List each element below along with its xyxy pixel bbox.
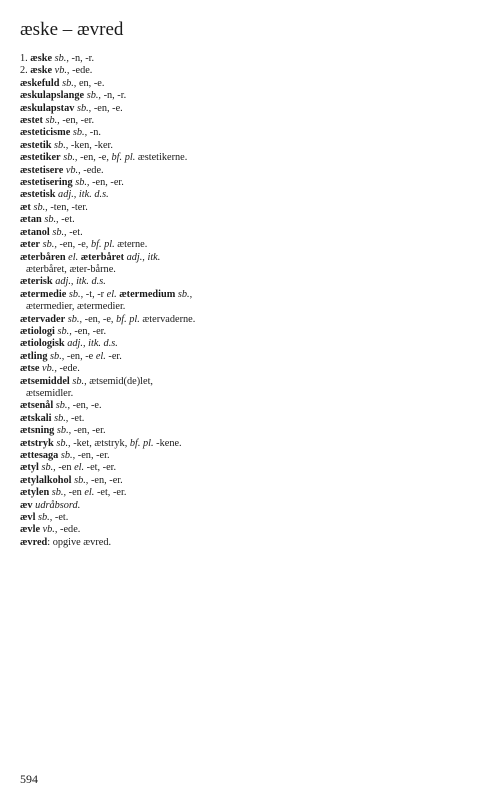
headword: æstetisering bbox=[20, 177, 73, 189]
dictionary-entry bbox=[20, 202, 200, 214]
page-title: æske – ævred bbox=[20, 19, 124, 40]
grammar-note: sb., bbox=[68, 288, 84, 300]
headword: ætylalkohol bbox=[20, 474, 72, 486]
entry-text: -ket, ætstryk, bbox=[70, 437, 130, 449]
headword: ætstryk bbox=[20, 437, 54, 449]
dictionary-entry bbox=[20, 363, 200, 375]
entry-text: -et. bbox=[58, 214, 75, 226]
entry-text: -en, -er. bbox=[59, 115, 95, 127]
grammar-note: sb., bbox=[41, 462, 56, 474]
headword: ætervader bbox=[20, 313, 66, 325]
grammar-note: el. bbox=[84, 487, 95, 499]
grammar-note: bf. pl. bbox=[111, 152, 136, 164]
headword: ætermedium bbox=[119, 288, 176, 300]
grammar-note: sb., bbox=[52, 226, 67, 238]
headword: ætan bbox=[20, 214, 42, 226]
headword: æskulapstav bbox=[20, 102, 75, 114]
dictionary-entry bbox=[20, 400, 200, 412]
grammar-note: sb., bbox=[42, 239, 57, 251]
entry-text: -en, -e, bbox=[82, 313, 117, 325]
headword: æter bbox=[20, 239, 41, 251]
grammar-note: vb., bbox=[42, 363, 57, 375]
grammar-note: sb., bbox=[56, 437, 71, 449]
dictionary-entry bbox=[20, 289, 200, 314]
headword: ætiologi bbox=[20, 325, 55, 337]
grammar-note: vb., bbox=[42, 524, 58, 536]
dictionary-entry bbox=[20, 487, 200, 499]
entry-text: -n. bbox=[87, 127, 101, 139]
page-number: 594 bbox=[20, 772, 38, 786]
entry-text: : opgive ævred. bbox=[47, 536, 112, 548]
headword: æske bbox=[30, 65, 53, 77]
entry-text: -n, -r. bbox=[68, 53, 95, 64]
dictionary-entry bbox=[20, 78, 200, 90]
grammar-note: sb., bbox=[44, 214, 59, 226]
headword: æterbåren bbox=[20, 251, 66, 263]
headword: ævle bbox=[20, 524, 41, 536]
entry-text: ætsemid(de)let, ætsemidler. bbox=[26, 375, 153, 399]
grammar-note: sb., bbox=[56, 425, 72, 437]
entry-text: æstetikerne. bbox=[135, 152, 188, 164]
grammar-note: el. bbox=[95, 350, 106, 362]
entry-text: en, -e. bbox=[76, 77, 105, 89]
entry-text: -en, -er. bbox=[88, 474, 123, 486]
dictionary-entry bbox=[20, 239, 200, 251]
grammar-note: sb., bbox=[63, 152, 78, 164]
headword: ætsning bbox=[20, 425, 55, 437]
entry-text: æterbåret, æter-bårne. bbox=[26, 263, 116, 275]
headword: æterisk bbox=[20, 276, 53, 288]
grammar-note: adj., itk. d.s. bbox=[55, 276, 106, 288]
dictionary-entry bbox=[20, 413, 200, 425]
headword: æstet bbox=[20, 115, 43, 127]
headword: æske bbox=[30, 53, 53, 64]
dictionary-entry bbox=[20, 524, 200, 536]
dictionary-entry bbox=[20, 103, 200, 115]
grammar-note: sb., bbox=[75, 177, 90, 189]
grammar-note: vb., bbox=[54, 65, 70, 77]
entry-text: 1. bbox=[20, 53, 31, 64]
headword: æt bbox=[20, 201, 31, 213]
grammar-note: sb., bbox=[45, 115, 60, 127]
entry-text: -en bbox=[55, 462, 75, 474]
entry-text: -en, -e. bbox=[70, 400, 102, 412]
headword: ætsemiddel bbox=[20, 375, 70, 387]
entry-text: -en, -e. bbox=[91, 102, 123, 114]
entry-text: -ken, -ker. bbox=[68, 139, 113, 151]
grammar-note: sb., bbox=[54, 53, 69, 64]
headword: æskefuld bbox=[20, 77, 60, 89]
entry-text: -et, -er. bbox=[94, 487, 127, 499]
headword: ættesaga bbox=[20, 450, 59, 461]
entry-text: -ede. bbox=[69, 65, 93, 77]
entry-text: -ede. bbox=[80, 164, 104, 176]
headword: æstetisere bbox=[20, 164, 64, 176]
dictionary-entry bbox=[20, 425, 200, 437]
dictionary-entry bbox=[20, 189, 200, 201]
entry-text: -kene. bbox=[153, 437, 182, 449]
grammar-note: el. bbox=[68, 251, 79, 263]
dictionary-entry bbox=[20, 537, 200, 549]
entry-text: -et. bbox=[66, 226, 83, 238]
dictionary-entry bbox=[20, 65, 200, 77]
entry-text: -et, -er. bbox=[84, 462, 117, 474]
entry-text: -en bbox=[66, 487, 85, 499]
grammar-note: sb., bbox=[55, 400, 71, 412]
headword: æsteticisme bbox=[20, 127, 71, 139]
grammar-note: bf. pl. bbox=[90, 239, 115, 251]
headword: ævred bbox=[20, 536, 48, 548]
dictionary-entries bbox=[20, 53, 200, 549]
grammar-note: bf. pl. bbox=[129, 437, 154, 449]
headword: æterbåret bbox=[80, 251, 124, 263]
headword: ætsenål bbox=[20, 400, 54, 412]
dictionary-entry bbox=[20, 351, 200, 363]
headword: ætermedie bbox=[20, 288, 67, 300]
grammar-note: sb., bbox=[51, 487, 67, 499]
headword: ætskali bbox=[20, 412, 52, 424]
headword: æstetisk bbox=[20, 189, 56, 201]
grammar-note: bf. pl. bbox=[116, 313, 140, 325]
headword: ætanol bbox=[20, 226, 50, 238]
grammar-note: udråbsord. bbox=[35, 499, 81, 511]
dictionary-entry bbox=[20, 252, 200, 277]
dictionary-entry bbox=[20, 227, 200, 239]
dictionary-entry bbox=[20, 475, 200, 487]
dictionary-entry bbox=[20, 140, 200, 152]
headword: æv bbox=[20, 499, 33, 511]
dictionary-entry bbox=[20, 438, 200, 450]
grammar-note: sb., bbox=[38, 512, 53, 524]
dictionary-entry bbox=[20, 152, 200, 164]
entry-text: -en, -e, bbox=[56, 239, 91, 251]
grammar-note: sb., bbox=[86, 90, 101, 102]
entry-text: -en, -er. bbox=[71, 325, 107, 337]
dictionary-entry bbox=[20, 500, 200, 512]
grammar-note: sb., bbox=[60, 450, 76, 461]
entry-text: ætervaderne. bbox=[139, 313, 196, 325]
entry-text: -en, -er. bbox=[71, 425, 106, 437]
dictionary-entry bbox=[20, 314, 200, 326]
dictionary-entry bbox=[20, 214, 200, 226]
entry-text: -en, -er. bbox=[75, 450, 110, 461]
grammar-note: adj., itk. d.s. bbox=[67, 338, 118, 350]
grammar-note: sb., bbox=[74, 474, 89, 486]
entry-text: -et. bbox=[68, 412, 85, 424]
dictionary-entry bbox=[20, 90, 200, 102]
grammar-note: adj., itk. d.s. bbox=[58, 189, 109, 201]
entry-text: -ten, -ter. bbox=[47, 201, 88, 213]
grammar-note: sb., bbox=[50, 350, 65, 362]
grammar-note: sb., bbox=[72, 375, 87, 387]
dictionary-entry bbox=[20, 53, 200, 65]
entry-text: æterne. bbox=[114, 239, 148, 251]
entry-text: -ede. bbox=[56, 363, 80, 375]
entry-text: 2. bbox=[20, 65, 31, 77]
dictionary-entry bbox=[20, 376, 200, 401]
headword: ævl bbox=[20, 512, 36, 524]
grammar-note: sb., bbox=[72, 127, 88, 139]
dictionary-entry bbox=[20, 462, 200, 474]
entry-text: -er. bbox=[105, 350, 122, 362]
grammar-note: el. bbox=[106, 288, 117, 300]
entry-text: -n, -r. bbox=[101, 90, 127, 102]
dictionary-entry bbox=[20, 115, 200, 127]
grammar-note: sb., bbox=[67, 313, 83, 325]
entry-text: -et. bbox=[52, 512, 69, 524]
entry-text: -ede. bbox=[57, 524, 81, 536]
headword: æstetiker bbox=[20, 152, 61, 164]
entry-text: -t, -r bbox=[83, 288, 107, 300]
grammar-note: sb., bbox=[62, 77, 77, 89]
dictionary-entry bbox=[20, 450, 200, 462]
headword: æstetik bbox=[20, 139, 52, 151]
entry-text: ætermedier, ætermedier. bbox=[26, 301, 126, 313]
headword: æskulapslange bbox=[20, 90, 85, 102]
headword: ætiologisk bbox=[20, 338, 65, 350]
grammar-note: sb., bbox=[33, 201, 48, 213]
dictionary-entry bbox=[20, 177, 200, 189]
dictionary-entry bbox=[20, 512, 200, 524]
grammar-note: sb., bbox=[54, 412, 69, 424]
grammar-note: sb., bbox=[54, 139, 69, 151]
grammar-note: vb., bbox=[65, 164, 81, 176]
grammar-note: adj., itk. bbox=[126, 251, 161, 263]
entry-text: -en, -e, bbox=[77, 152, 112, 164]
entry-text: -en, -er. bbox=[89, 177, 124, 189]
headword: ætse bbox=[20, 363, 40, 375]
headword: ætling bbox=[20, 350, 48, 362]
grammar-note: sb., bbox=[57, 325, 72, 337]
dictionary-entry bbox=[20, 127, 200, 139]
headword: ætylen bbox=[20, 487, 50, 499]
dictionary-entry bbox=[20, 326, 200, 338]
entry-text: -en, -e bbox=[64, 350, 96, 362]
grammar-note: sb., bbox=[177, 288, 193, 300]
dictionary-entry bbox=[20, 276, 200, 288]
grammar-note: sb., bbox=[76, 102, 92, 114]
headword: ætyl bbox=[20, 462, 39, 474]
dictionary-entry bbox=[20, 338, 200, 350]
grammar-note: el. bbox=[74, 462, 85, 474]
dictionary-entry bbox=[20, 165, 200, 177]
